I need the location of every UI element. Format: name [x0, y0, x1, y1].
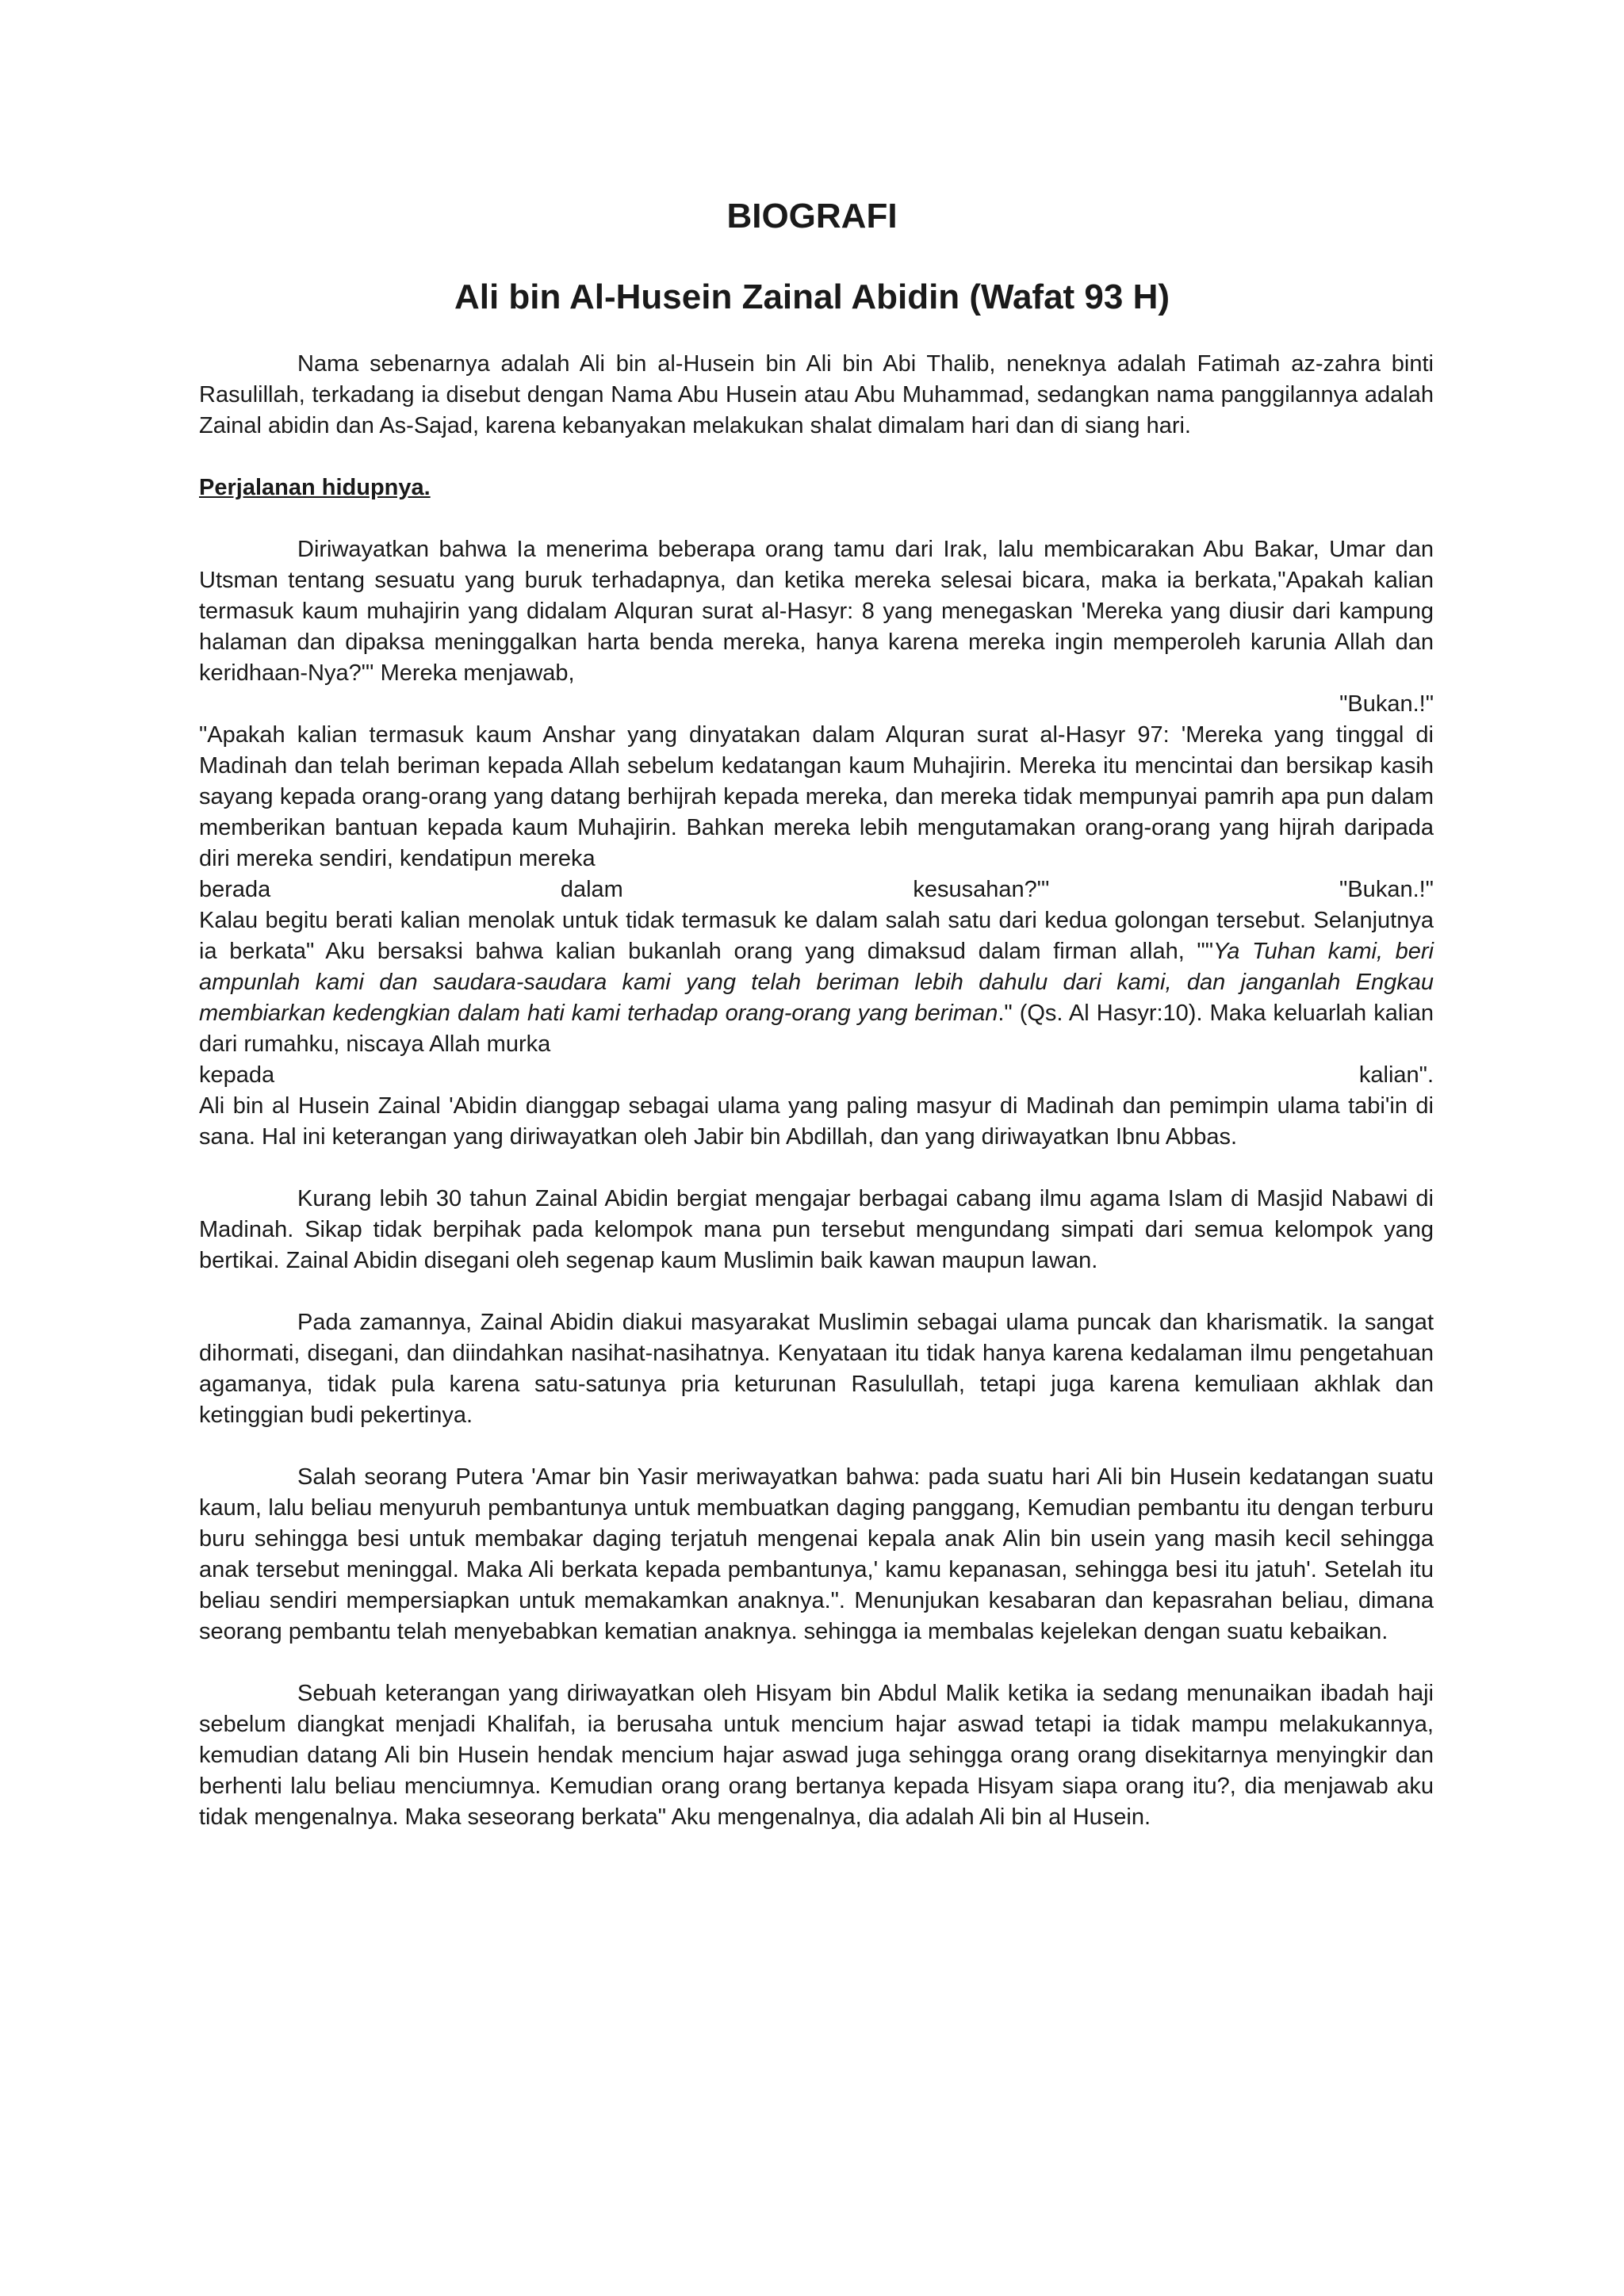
word-kepada: kepada	[199, 1062, 275, 1088]
document-body	[199, 349, 1434, 1833]
answer-2: "Bukan.!"	[1339, 877, 1434, 902]
word-dalam: dalam	[560, 877, 623, 902]
section-heading: Perjalanan hidupnya.	[199, 475, 431, 500]
narrative-text-c-post: ." (Qs. Al Hasyr:10). Maka keluarlah kalian dari rumahku, niscaya Allah murka	[199, 1001, 1434, 1057]
narrative-text-a: Diriwayatkan bahwa Ia menerima beberapa orang tamu dari Irak, lalu membicarakan Abu Bakar, Umar dan Utsman tentang sesuatu yang buruk terhadapnya, dan ketika mereka selesai bicara, maka ia berkata,"Apakah kalian termasuk kaum muhajirin yang didalam Alquran surat al-Hasyr: 8 yang menegaskan 'Mereka yang diusir dari kampung halaman dan dipaksa meninggalkan harta benda mereka, hanya karena mereka ingin memperoleh karunia Allah dan keridhaan-Nya?"' Mereka menjawab,	[199, 537, 1434, 686]
narrative-text-c-pre: Kalau begitu berati kalian menolak untuk tidak termasuk ke dalam salah satu dari kedua golongan tersebut. Selanjutnya ia berkata" Aku bersaksi bahwa kalian bukanlah orang yang dimaksud dalam firman allah, ""	[199, 908, 1434, 964]
section-heading-wrap	[199, 473, 1434, 503]
narrative-part-a	[199, 534, 1434, 689]
narrative-part-b: "Apakah kalian termasuk kaum Anshar yang dinyatakan dalam Alquran surat al-Hasyr 97: 'Mereka yang tinggal di Madinah dan telah beriman kepada Allah sebelum kedatangan kaum Muhajirin. Mereka itu mencintai dan bersikap kasih sayang kepada orang-orang yang datang berhijrah kepada mereka, dan mereka tidak mempunyai pamrih apa pun dalam memberikan bantuan kepada kaum Muhajirin. Bahkan mereka lebih mengutamakan orang-orang yang hijrah daripada diri mereka sendiri, kendatipun mereka	[199, 722, 1434, 871]
paragraph-reputation: Pada zamannya, Zainal Abidin diakui masyarakat Muslimin sebagai ulama puncak dan kharismatik. Ia sangat dihormati, disegani, dan diindahkan nasihat-nasihatnya. Kenyataan itu tidak hanya karena kedalaman ilmu pengetahuan agamanya, tidak pula karena satu-satunya pria keturunan Rasulullah, tetapi juga karena kemuliaan akhlak dan ketinggian budi pekertinya.	[199, 1310, 1434, 1428]
paragraph-patience: Salah seorang Putera 'Amar bin Yasir meriwayatkan bahwa: pada suatu hari Ali bin Husein kedatangan suatu kaum, lalu beliau menyuruh pembantunya untuk membuatkan daging panggang, Kemudian pembantu itu dengan terburu buru sehingga besi untuk membakar daging terjatuh mengenai kepala anak Alin bin usein yang masih kecil sehingga anak tersebut meninggal. Maka Ali berkata kepada pembantunya,' kamu kepanasan, sehingga besi itu jatuh'. Setelah itu beliau sendiri mempersiapkan untuk memakamkan anaknya.". Menunjukan kesabaran dan kepasrahan beliau, dimana seorang pembantu telah menyebabkan kematian anaknya. sehingga ia membalas kejelekan dengan suatu kebaikan.	[199, 1464, 1434, 1644]
word-berada: berada	[199, 877, 271, 902]
narrative-part-d: Ali bin al Husein Zainal 'Abidin dianggap sebagai ulama yang paling masyur di Madinah dan pemimpin ulama tabi'in di sana. Hal ini keterangan yang diriwayatkan oleh Jabir bin Abdillah, dan yang diriwayatkan Ibnu Abbas.	[199, 1093, 1434, 1150]
paragraph-narrative	[199, 534, 1434, 1153]
word-kalian: kalian".	[1358, 1062, 1434, 1088]
answer-1: "Bukan.!"	[1339, 691, 1434, 717]
paragraph-teaching: Kurang lebih 30 tahun Zainal Abidin bergiat mengajar berbagai cabang ilmu agama Islam di Masjid Nabawi di Madinah. Sikap tidak berpihak pada kelompok mana pun tersebut mengundang simpati dari semua kelompok yang bertikai. Zainal Abidin disegani oleh segenap kaum Muslimin baik kawan maupun lawan.	[199, 1186, 1434, 1273]
narrative-line-kepada	[199, 1060, 1434, 1091]
narrative-part-c	[199, 905, 1434, 1060]
word-kesusahan: kesusahan?"'	[913, 877, 1050, 902]
narrative-line-answer-2	[199, 874, 1434, 905]
quran-quote: Ya Tuhan kami, beri ampunlah kami dan saudara-saudara kami yang telah beriman lebih dahulu dari kami, dan janganlah Engkau membiarkan kedengkian dalam hati kami terhadap orang-orang yang beriman	[199, 939, 1434, 1026]
intro-paragraph: Nama sebenarnya adalah Ali bin al-Husein bin Ali bin Abi Thalib, neneknya adalah Fatimah az-zahra binti Rasulillah, terkadang ia disebut dengan Nama Abu Husein atau Abu Muhammad, sedangkan nama panggilannya adalah Zainal abidin dan As-Sajad, karena kebanyakan melakukan shalat dimalam hari dan di siang hari.	[199, 351, 1434, 438]
narrative-line-answer-1	[199, 689, 1434, 720]
document-subtitle: Ali bin Al-Husein Zainal Abidin (Wafat 93 H)	[454, 277, 1170, 316]
document-title: BIOGRAFI	[726, 197, 898, 235]
paragraph-hajar-aswad: Sebuah keterangan yang diriwayatkan oleh Hisyam bin Abdul Malik ketika ia sedang menunaikan ibadah haji sebelum diangkat menjadi Khalifah, ia berusaha untuk mencium hajar aswad tetapi ia tidak mampu melakukannya, kemudian datang Ali bin Husein hendak mencium hajar aswad juga sehingga orang orang disekitarnya menyingkir dan berhenti lalu beliau menciumnya. Kemudian orang orang bertanya kepada Hisyam siapa orang itu?, dia menjawab aku tidak mengenalnya. Maka seseorang berkata" Aku mengenalnya, dia adalah Ali bin al Husein.	[199, 1681, 1434, 1830]
